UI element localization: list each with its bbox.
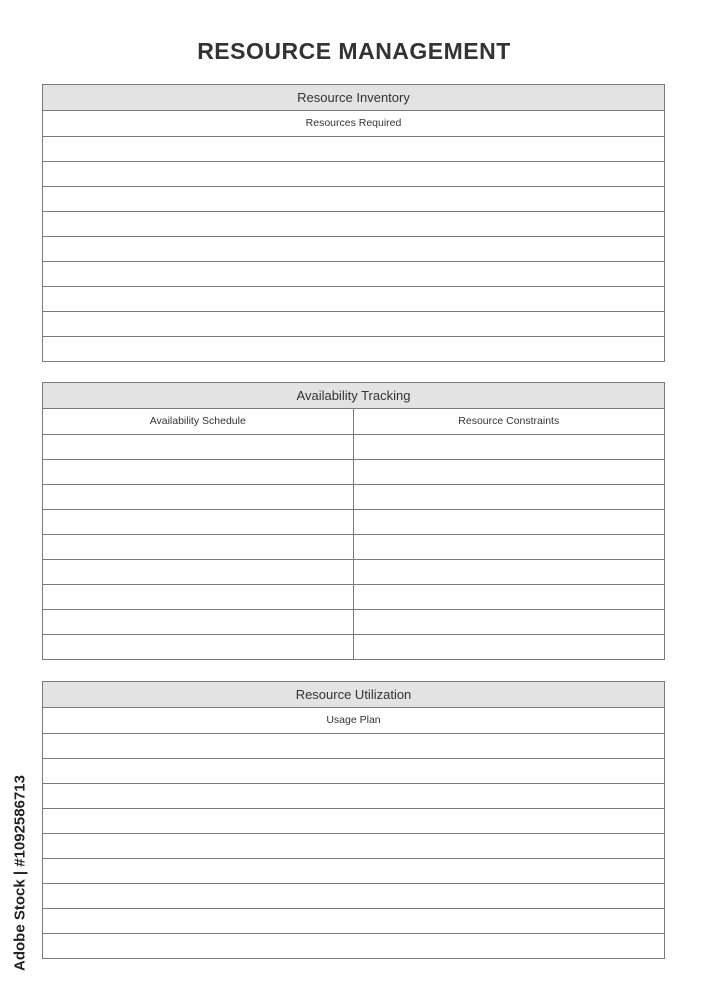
table-cell [43, 535, 354, 559]
table-cell [354, 635, 665, 659]
table-cell [43, 460, 354, 484]
table-row [43, 261, 664, 286]
resource-inventory-heading: Resource Inventory [43, 85, 664, 111]
page-title: RESOURCE MANAGEMENT [197, 38, 511, 64]
resource-utilization-section [42, 681, 665, 959]
table-cell [354, 435, 665, 459]
table-row [43, 808, 664, 833]
table-row [43, 833, 664, 858]
availability-tracking-rows [43, 434, 664, 659]
table-row [43, 584, 664, 609]
table-cell [354, 460, 665, 484]
table-row [43, 136, 664, 161]
availability-tracking-section [42, 382, 665, 660]
table-row [43, 883, 664, 908]
table-row [43, 161, 664, 186]
table-cell [43, 485, 354, 509]
table-row [43, 434, 664, 459]
table-row [43, 933, 664, 958]
table-cell [43, 510, 354, 534]
table-row [43, 186, 664, 211]
table-row [43, 336, 664, 361]
resource-utilization-heading: Resource Utilization [43, 682, 664, 708]
table-cell [354, 610, 665, 634]
table-cell [354, 510, 665, 534]
resource-utilization-rows [43, 733, 664, 958]
usage-plan-header: Usage Plan [326, 714, 381, 726]
table-cell [354, 585, 665, 609]
table-row [43, 286, 664, 311]
table-cell [354, 560, 665, 584]
availability-schedule-header: Availability Schedule [43, 409, 354, 434]
resource-inventory-section [42, 84, 665, 362]
table-row [43, 459, 664, 484]
table-cell [43, 560, 354, 584]
stock-watermark [7, 758, 33, 988]
table-row [43, 609, 664, 634]
table-cell [43, 435, 354, 459]
table-cell [354, 485, 665, 509]
table-row [43, 559, 664, 584]
table-cell [354, 535, 665, 559]
table-cell [43, 635, 354, 659]
resource-constraints-header: Resource Constraints [458, 415, 560, 427]
table-row [43, 236, 664, 261]
table-row [43, 211, 664, 236]
table-row [43, 908, 664, 933]
resource-inventory-rows [43, 136, 664, 361]
table-row [43, 484, 664, 509]
table-row [43, 733, 664, 758]
table-row [43, 509, 664, 534]
table-row [43, 534, 664, 559]
table-cell [43, 610, 354, 634]
availability-tracking-heading: Availability Tracking [43, 383, 664, 409]
table-cell [43, 585, 354, 609]
table-row [43, 311, 664, 336]
table-row [43, 758, 664, 783]
stock-watermark-text: Adobe Stock | #1092586713 [11, 775, 29, 971]
table-row [43, 634, 664, 659]
table-row [43, 783, 664, 808]
table-row [43, 858, 664, 883]
resources-required-header: Resources Required [305, 117, 402, 129]
